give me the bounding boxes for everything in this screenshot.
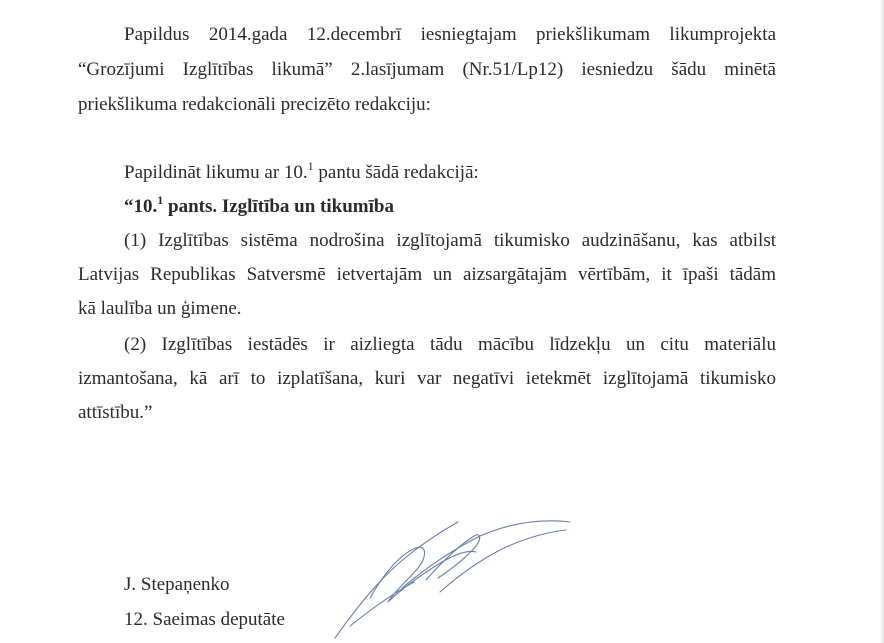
- intro-line-1: Papildus 2014.gada 12.decembrī iesniegtajam priekšlikumam likumprojekta: [124, 24, 776, 45]
- signatory-name: J. Stepaņenko: [124, 574, 230, 595]
- paragraph-1-line-3: kā laulība un ģimene.: [78, 298, 242, 319]
- intro-line-3: priekšlikuma redakcionāli precizēto redakciju:: [78, 94, 431, 115]
- intro-line-2: “Grozījumi Izglītības likumā” 2.lasījumam (Nr.51/Lp12) iesniedzu šādu minētā: [78, 59, 776, 80]
- paragraph-2-line-1: (2) Izglītības iestādēs ir aizliegta tādu mācību līdzekļu un citu materiālu: [124, 334, 776, 355]
- proposal-lead-after: pantu šādā redakcijā:: [313, 162, 479, 183]
- signature-stroke-1: [335, 522, 458, 638]
- article-heading-after: pants. Izglītība un tikumība: [163, 196, 394, 217]
- article-heading: [78, 190, 776, 224]
- article-heading-before: “10.: [124, 196, 158, 217]
- signature-stroke-4: [426, 535, 480, 580]
- signature-stroke-6: [350, 582, 414, 626]
- signature-stroke-5: [440, 530, 566, 592]
- signatory-role: 12. Saeimas deputāte: [124, 609, 285, 630]
- paragraph-2-line-2: izmantošana, kā arī to izplatīšana, kuri var negatīvi ietekmēt izglītojamā tikumisko: [78, 368, 776, 389]
- paragraph-1-line-2: Latvijas Republikas Satversmē ietvertajām un aizsargātajām vērtībām, it īpaši tādām: [78, 264, 776, 285]
- paragraph-1-line-1: (1) Izglītības sistēma nodrošina izglītojamā tikumisko audzināšanu, kas atbilst: [124, 230, 776, 251]
- page-edge-shadow: [879, 0, 884, 643]
- signature-stroke-2: [370, 547, 476, 602]
- paragraph-2-line-3: attīstību.”: [78, 402, 153, 423]
- proposal-lead: [78, 156, 776, 190]
- handwritten-signature: [330, 510, 580, 643]
- article-heading-sup: 1: [157, 193, 164, 207]
- proposal-lead-before: Papildināt likumu ar 10.: [124, 162, 308, 183]
- proposal-lead-sup: 1: [307, 159, 314, 173]
